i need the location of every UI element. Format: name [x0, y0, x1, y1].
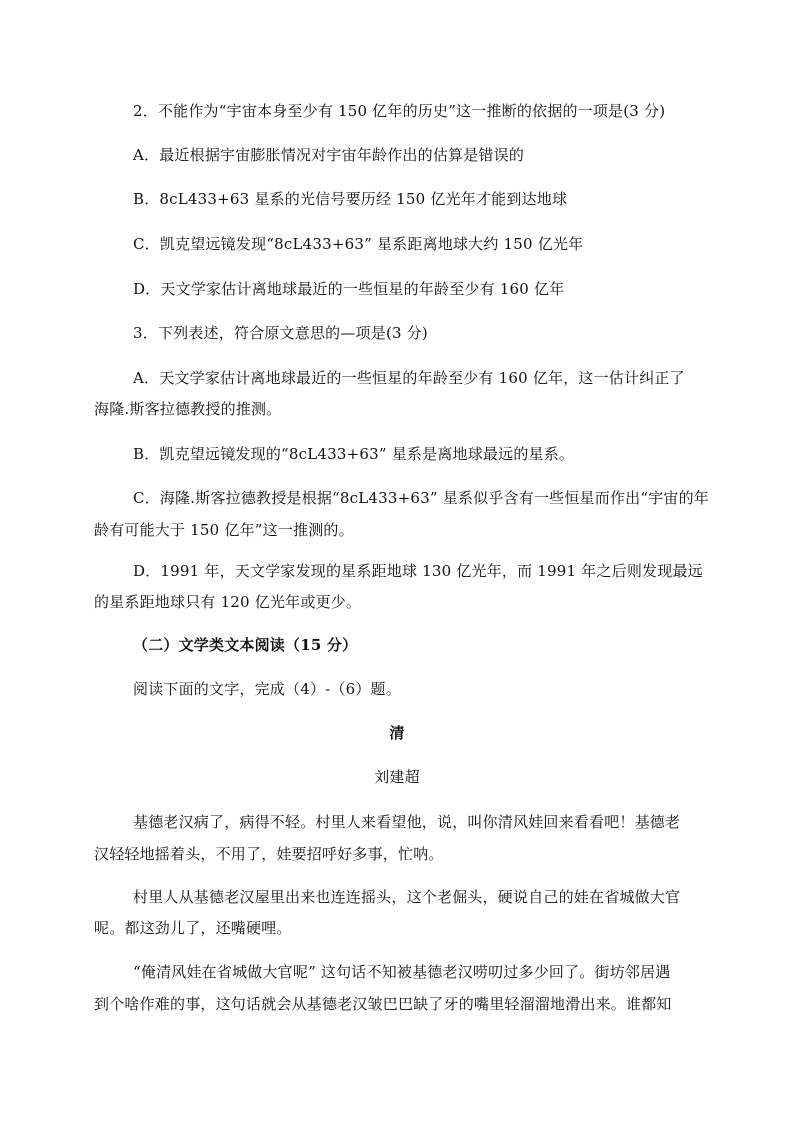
- story-author: 刘建超: [374, 768, 420, 786]
- question-3-option-c-line1: C．海隆.斯客拉德教授是根据“8cL433+63” 星系似乎含有一些恒星而作出“宇宙的年: [133, 489, 710, 507]
- question-3-option-b: B．凯克望远镜发现的“8cL433+63” 星系是离地球最远的星系。: [133, 445, 575, 463]
- section-instruction: 阅读下面的文字，完成（4）-（6）题。: [133, 680, 401, 698]
- section-heading: （二）文学类文本阅读（15 分）: [133, 636, 358, 654]
- question-2-option-d: D．天文学家估计离地球最近的一些恒星的年龄至少有 160 亿年: [133, 280, 565, 298]
- question-3-option-d-line1: D．1991 年，天文学家发现的星系距地球 130 亿光年，而 1991 年之后则发现最远: [133, 562, 703, 580]
- question-2-option-b: B．8cL433+63 星系的光信号要历经 150 亿光年才能到达地球: [133, 190, 568, 208]
- question-3-option-d-line2: 的星系距地球只有 120 亿光年或更少。: [94, 593, 362, 611]
- story-paragraph-3-line1: “俺清风娃在省城做大官呢” 这句话不知被基德老汉唠叨过多少回了。街坊邻居遇: [133, 963, 671, 981]
- story-paragraph-2-line1: 村里人从基德老汉屋里出来也连连摇头，这个老倔头，硬说自己的娃在省城做大官: [133, 888, 681, 906]
- question-3-option-a-line2: 海隆.斯客拉德教授的推测。: [94, 400, 282, 418]
- story-title: 清: [389, 724, 405, 742]
- question-2-stem: 2．不能作为“宇宙本身至少有 150 亿年的历史”这一推断的依据的一项是(3 分): [133, 102, 666, 120]
- story-paragraph-1-line2: 汉轻轻地摇着头，不用了，娃要招呼好多事，忙呐。: [94, 845, 444, 863]
- question-2-option-c: C．凯克望远镜发现“8cL433+63” 星系距离地球大约 150 亿光年: [133, 235, 584, 253]
- question-3-option-c-line2: 龄有可能大于 150 亿年”这一推测的。: [94, 521, 354, 539]
- question-3-stem: 3．下列表述，符合原文意思的—项是(3 分): [133, 324, 428, 342]
- question-3-option-a-line1: A．天文学家估计离地球最近的一些恒星的年龄至少有 160 亿年，这一估计纠正了: [133, 369, 685, 387]
- story-paragraph-2-line2: 呢。都这劲儿了，还嘴硬哩。: [94, 919, 292, 937]
- story-paragraph-3-line2: 到个啥作难的事，这句话就会从基德老汉皱巴巴缺了牙的嘴里轻溜溜地滑出来。谁都知: [94, 995, 672, 1013]
- question-2-option-a: A．最近根据宇宙膨胀情况对宇宙年龄作出的估算是错误的: [133, 146, 525, 164]
- story-paragraph-1-line1: 基德老汉病了，病得不轻。村里人来看望他，说，叫你清风娃回来看看吧！基德老: [133, 813, 681, 831]
